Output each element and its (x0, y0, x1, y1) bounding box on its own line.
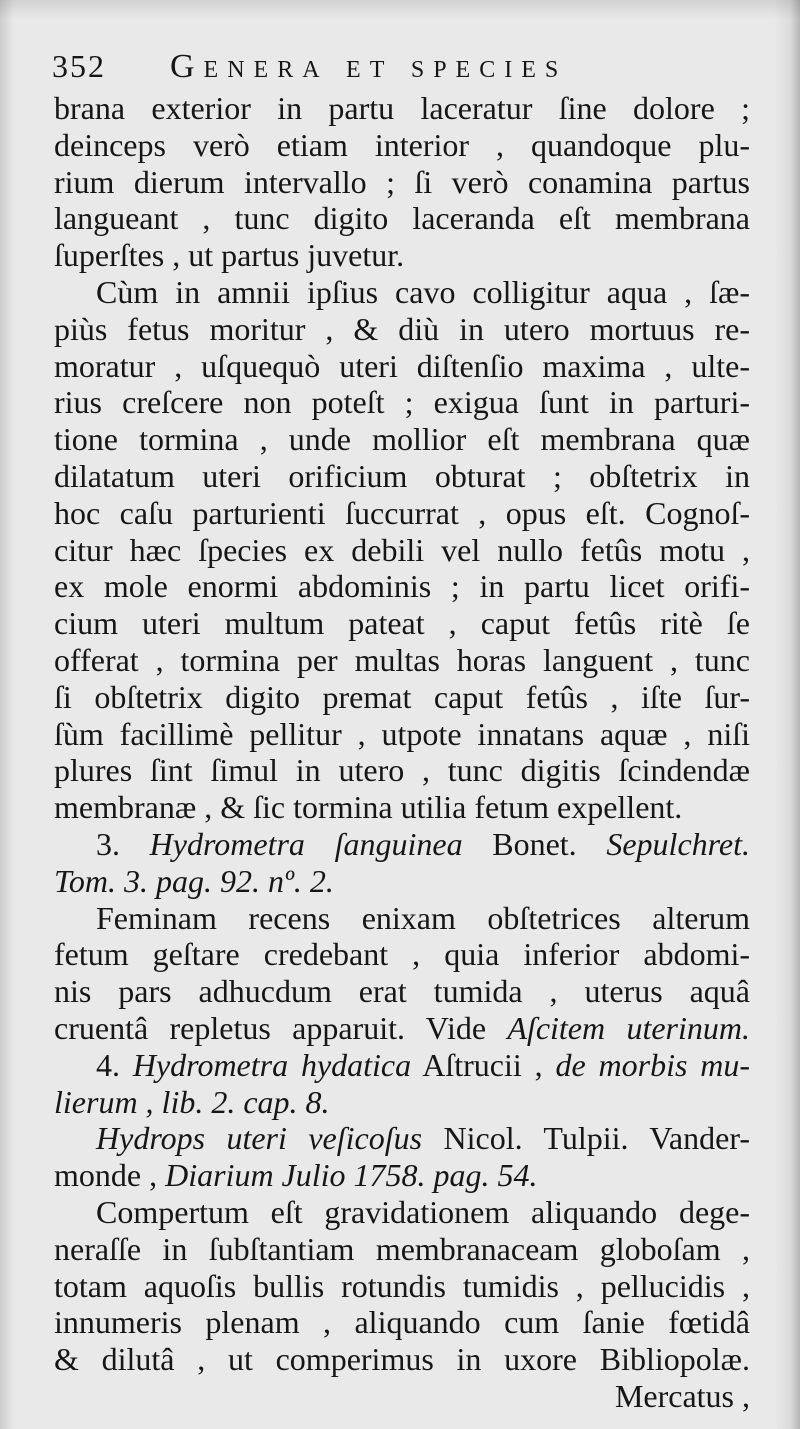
text-line: deinceps verò etiam interior , quandoque plu- (54, 126, 750, 163)
citation-line: Tom. 3. pag. 92. nº. 2. (54, 862, 334, 899)
cross-reference: Aſcitem uterinum. (507, 1009, 750, 1046)
species-number: 3. (96, 825, 150, 862)
synonym-name: Hydrops uteri veſicoſus (96, 1120, 423, 1157)
species-number: 4. (96, 1046, 133, 1083)
citation-title: Diarium Julio 1758. pag. 54. (165, 1157, 538, 1194)
catchword: Mercatus , (614, 1377, 750, 1414)
citation-line (54, 1157, 750, 1194)
text-line: rium dierum intervallo ; ſi verò conamina partus (54, 163, 750, 200)
text-run: cruentâ repletus apparuit. Vide (54, 1009, 508, 1046)
text-line: tione tormina , unde mollior eſt membrana quæ (54, 421, 750, 458)
text-line: rius creſcere non poteſt ; exigua ſunt in parturi- (54, 384, 750, 421)
text-line: ſi obſtetrix digito premat caput fetûs , iſte ſur- (54, 678, 750, 715)
text-line: membranæ , & ſic tormina utilia fetum expellent. (54, 789, 683, 826)
text-line: moratur , uſquequò uteri diſtenſio maxima , ulte- (54, 347, 750, 384)
text-line: cium uteri multum pateat , caput fetûs ritè ſe (54, 605, 750, 642)
text-line: ex mole enormi abdominis ; in partu licet orifi- (54, 568, 750, 605)
text-line: nis pars adhucdum erat tumida , uterus aquâ (54, 973, 750, 1010)
text-line: ſùm facillimè pellitur , utpote innatans aquæ , niſi (54, 715, 750, 752)
text-line (54, 1010, 750, 1047)
citation-title: de morbis mu- (555, 1046, 751, 1083)
author-name: Bonet. (462, 825, 607, 862)
text-line: neraſſe in ſubſtantiam membranaceam globoſam , (54, 1230, 750, 1267)
text-line: plures ſint ſimul in utero , tunc digitis ſcindendæ (54, 752, 750, 789)
running-title: Genera et species (170, 48, 568, 85)
paragraph-first-line: Compertum eſt gravidationem aliquando dege- (96, 1193, 750, 1230)
text-line: & dilutâ , ut comperimus in uxore Bibliopolæ. (54, 1341, 750, 1378)
citation-line: lierum , lib. 2. cap. 8. (54, 1083, 330, 1120)
page-header (52, 48, 752, 92)
author-name: monde , (54, 1157, 166, 1194)
body-text (54, 90, 750, 1415)
text-line: fetum geſtare credebant , quia inferior abdomi- (54, 936, 750, 973)
text-line: citur hæc ſpecies ex debili vel nullo fetûs motu , (54, 531, 750, 568)
author-name: Nicol. Tulpii. Vander- (422, 1120, 751, 1157)
synonym-line (54, 1120, 750, 1157)
text-line: piùs fetus moritur , & diù in utero mortuus re- (54, 310, 750, 347)
paragraph-first-line: Feminam recens enixam obſtetrices alterum (96, 899, 750, 936)
text-line: dilatatum uteri orificium obturat ; obſtetrix in (54, 457, 750, 494)
author-name: Aſtrucii , (411, 1046, 556, 1083)
text-line: ſuperſtes , ut partus juvetur. (54, 237, 405, 274)
species-heading-4 (54, 1047, 750, 1084)
page-number: 352 (52, 48, 106, 84)
text-line: totam aquoſis bullis rotundis tumidis , pellucidis , (54, 1267, 750, 1304)
species-name: Hydrometra ſanguinea (149, 825, 463, 862)
citation-title: Sepulchret. (606, 825, 750, 862)
text-line: brana exterior in partu laceratur ſine dolore ; (54, 90, 750, 126)
species-name: Hydrometra hydatica (132, 1046, 412, 1083)
species-heading-3 (54, 826, 750, 863)
text-line: innumeris plenam , aliquando cum ſanie fœtidâ (54, 1304, 750, 1341)
paragraph-first-line: Cùm in amnii ipſius cavo colligitur aqua , ſæ- (96, 273, 750, 310)
text-line: hoc caſu parturienti ſuccurrat , opus eſt. Cognoſ- (54, 494, 750, 531)
text-line: offerat , tormina per multas horas languent , tunc (54, 641, 750, 678)
text-line: langueant , tunc digito laceranda eſt membrana (54, 200, 750, 237)
